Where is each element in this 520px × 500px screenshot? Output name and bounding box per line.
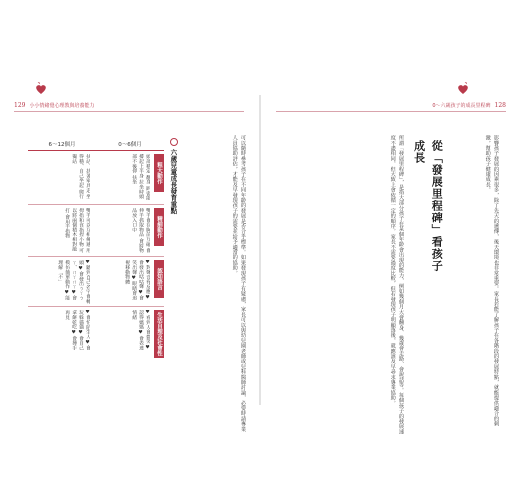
left-head-title: 小小情緒覺心理教與培養能力 [29,103,95,109]
cell-gross-6-12: 扶站、扶著家具走 坐得穩、自己坐起 爬行 獨站 [71,154,90,199]
heart-logo-icon [35,82,47,96]
section-title-text: 六歲兒童成長發育重點 [169,149,178,214]
right-page-number: 128 [494,102,506,109]
right-header-rule [276,111,506,112]
right-running-head [432,102,506,109]
category-self-care-social: 生活自理及社會性 [156,312,162,356]
cell-fine-0-6: 雙手會在胸前互碰 會伸手抓取物品 會將物品放入口中 [131,208,150,253]
left-header-rule [14,111,244,112]
row-divider [28,256,164,257]
category-gross-motor: 粗大動作 [154,154,164,192]
left-body-text: 可以隨時參考孩子在不同年齡的發展是否合乎標準。如果發現孩子有疑慮，家長可以與幼兒園老師或兒科醫師討論，必要時請專業人員協助評估，才能及早發現孩子的需要並給予適當的協助。 [231,135,246,432]
column-header-6-12: 6～12個月 [28,140,96,151]
cell-cognitive-0-6: ♥對聲音有反應 ♥會發出咕咕聲 ♥會笑出聲 ♥眼睛會追視移動物體 [124,260,150,301]
right-section-heading: 從「發展里程碑」看孩子成長 [412,140,444,272]
section-title [168,138,178,278]
category-cognitive-language: 認知語言 [154,260,164,298]
column-header-0-6: 0～6個月 [96,140,164,151]
category-fine-motor: 精細動作 [154,208,164,246]
development-table [28,140,164,355]
right-intro-text: 影響孩子發展的因素很多，除了先天的遺傳，後天環境也非常重要。家長若能了解孩子在各階段的發展特點，就能提供適合的刺激，幫助孩子健康成長。 [484,135,499,427]
cell-gross-0-6: 頭部穩定 翻身 趴姿能撐起上半身 拉坐時頭部不後仰 扶坐 [131,154,150,201]
left-page-number: 129 [14,102,26,109]
right-main-text: 所謂「發展里程碑」，是指大部分孩子在某個年齡會出現的能力，例如幾個月大會翻身、幾歲會走路、會說話等。每個孩子的發展速度不盡相同，但大致上會依循一定的順序。家長不需要過度比較，但若發現孩子明顯落後，就應該及早尋求專業協助。 [389,135,404,434]
cell-cognitive-6-12: ♥聽到自己名字會轉頭 ♥會發出ㄅㄚㄅㄚ、ㄇㄚㄇㄚ ♥會模仿簡單動作 ♥能理解「不」 [57,260,90,304]
cell-social-6-12: ♥會怕陌生人 ♥會玩躲貓貓 ♥會自己拿餅乾吃 ♥會揮手再見 [64,310,90,351]
row-divider [28,204,164,205]
book-gutter [259,95,261,405]
row-divider [28,306,164,307]
heart-logo-icon [457,82,469,96]
right-head-title: 0～六歲孩子的成長里程碑 [432,103,491,109]
cell-fine-6-12: 雙手可以互相傳遞 用拇指和食指捏小物 可以將兩個積木相對敲打 會用手指物 [64,208,90,253]
left-running-head [14,102,94,109]
title-bullet-icon [170,138,178,146]
cell-social-0-6: ♥看到人會微笑 ♥認得媽媽 ♥會表達情緒 [131,310,150,351]
